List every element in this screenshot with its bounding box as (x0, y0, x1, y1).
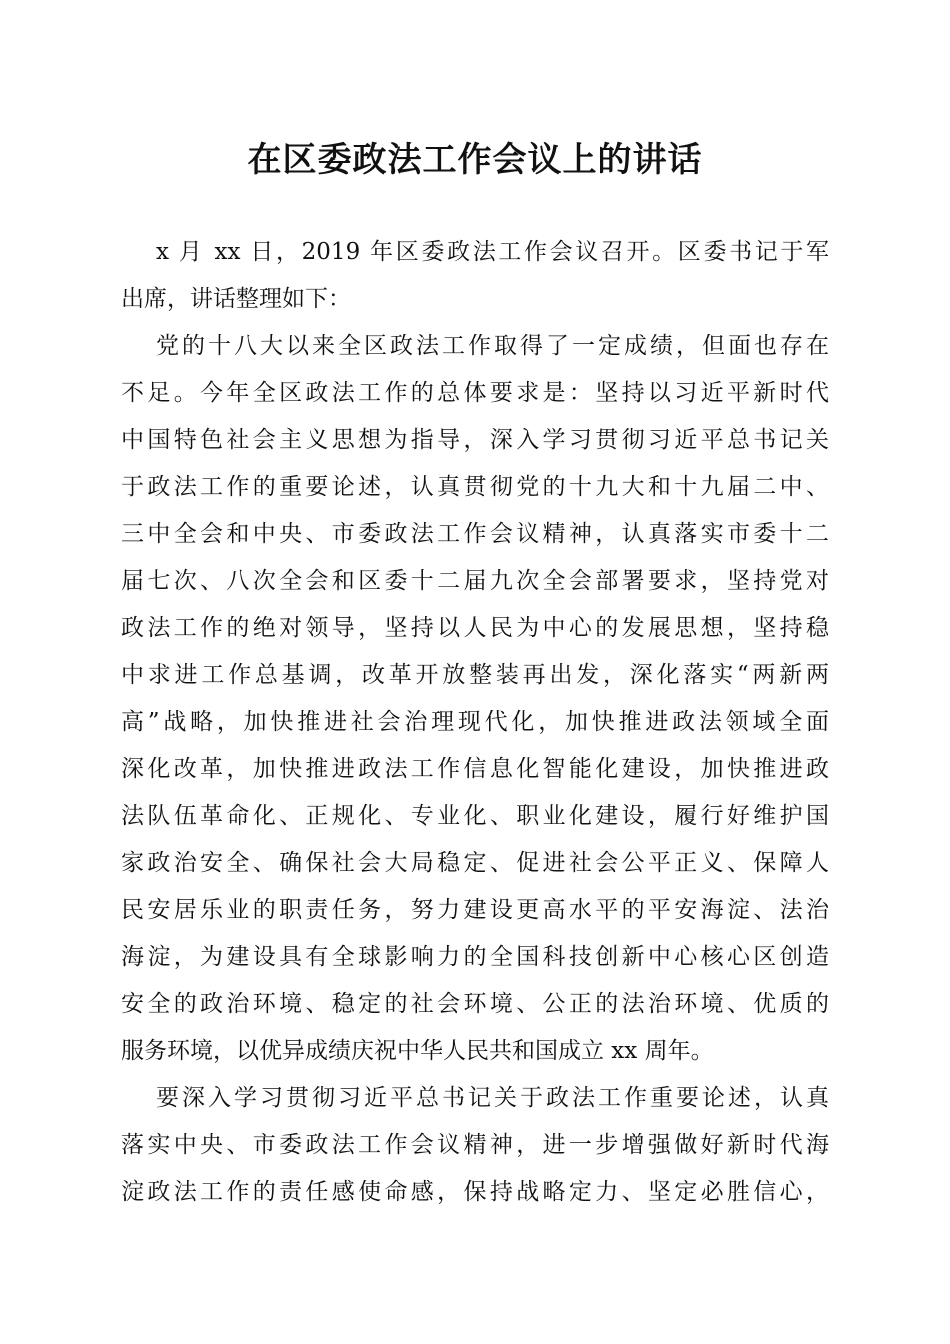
text-line: 不足。今年全区政法工作的总体要求是：坚持以习近平新时代 (121, 380, 829, 406)
text-line: 法队伍革命化、正规化、专业化、职业化建设，履行好维护国 (121, 803, 829, 829)
text-line: 届七次、八次全会和区委十二届九次全会部署要求，坚持党对 (121, 568, 829, 594)
text-line: 政法工作的绝对领导，坚持以人民为中心的发展思想，坚持稳 (121, 615, 829, 641)
paragraph-intro (121, 229, 829, 323)
text-line: 深化改革，加快推进政法工作信息化智能化建设，加快推进政 (121, 756, 829, 782)
document-title: 在区委政法工作会议上的讲话 (247, 140, 703, 180)
text-line: 民安居乐业的职责任务，努力建设更高水平的平安海淀、法治 (121, 897, 829, 923)
text-line: 三中全会和中央、市委政法工作会议精神，认真落实市委十二 (121, 521, 829, 547)
text-line: 党的十八大以来全区政法工作取得了一定成绩，但面也存在 (156, 333, 829, 359)
text-line: 中国特色社会主义思想为指导，深入学习贯彻习近平总书记关 (121, 427, 829, 453)
text-line: 中求进工作总基调，改革开放整装再出发，深化落实“两新两 (121, 662, 829, 688)
document-body (121, 229, 829, 1216)
paragraph-implementation (121, 1075, 829, 1216)
text-line: 海淀，为建设具有全球影响力的全国科技创新中心核心区创造 (121, 944, 829, 970)
text-line: x 月 xx 日，2019 年区委政法工作会议召开。区委书记于军 (156, 239, 829, 265)
text-line: 服务环境，以优异成绩庆祝中华人民共和国成立 xx 周年。 (121, 1038, 714, 1064)
text-line: 落实中央、市委政法工作会议精神，进一步增强做好新时代海 (121, 1132, 829, 1158)
text-line: 出席，讲话整理如下： (121, 286, 351, 312)
text-line: 家政治安全、确保社会大局稳定、促进社会公平正义、保障人 (121, 850, 829, 876)
text-line: 要深入学习贯彻习近平总书记关于政法工作重要论述，认真 (156, 1085, 829, 1111)
text-line: 高”战略，加快推进社会治理现代化，加快推进政法领域全面 (121, 709, 829, 735)
paragraph-requirements (121, 323, 829, 1075)
text-line: 安全的政治环境、稳定的社会环境、公正的法治环境、优质的 (121, 991, 829, 1017)
text-line: 淀政法工作的责任感使命感，保持战略定力、坚定必胜信心， (121, 1179, 829, 1205)
text-line: 于政法工作的重要论述，认真贯彻党的十九大和十九届二中、 (121, 474, 829, 500)
